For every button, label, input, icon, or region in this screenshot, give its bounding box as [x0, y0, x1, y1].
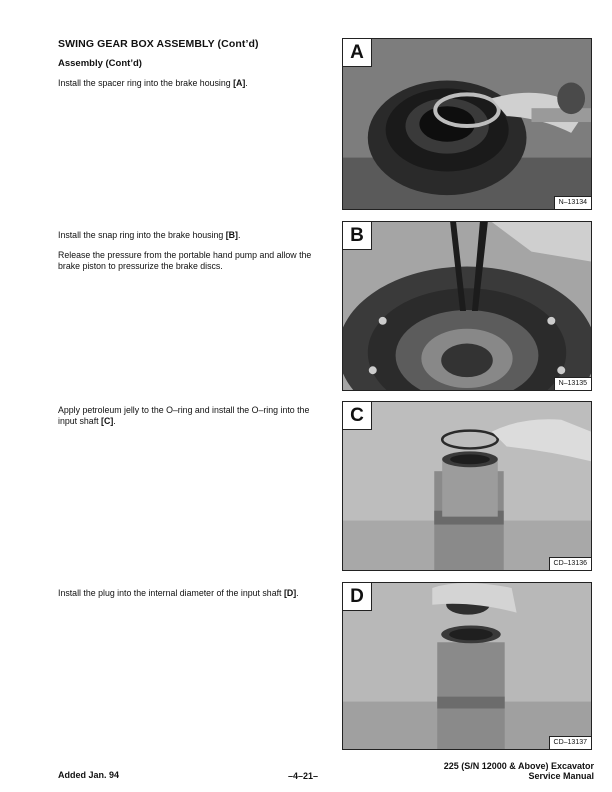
- figure-d-letter: D: [343, 583, 372, 611]
- step-d-text: Install the plug into the internal diameter of the input shaft [D].: [58, 588, 299, 598]
- figure-c-photo: [342, 401, 592, 571]
- figure-a-image: [343, 39, 591, 209]
- figure-b-letter: B: [343, 222, 372, 250]
- figure-c-image: [343, 402, 591, 570]
- figure-b-photo: [342, 221, 592, 391]
- figure-c-number: CD–13136: [549, 557, 591, 570]
- figure-ref-c: [C]: [101, 415, 114, 426]
- figure-d-number: CD–13137: [549, 736, 591, 749]
- page-number: –4–21–: [288, 771, 319, 781]
- step-a-text: Install the spacer ring into the brake housing [A].: [58, 78, 248, 88]
- step-b-text: Install the snap ring into the brake housing [B].: [58, 230, 241, 240]
- section-subtitle: Assembly (Cont’d): [58, 58, 142, 69]
- figure-b-image: [343, 222, 591, 390]
- figure-d-photo: [342, 582, 592, 750]
- figure-ref-d: [D]: [283, 588, 297, 598]
- step-b2-text: Release the pressure from the portable hand pump and allow the brake piston to pressurize the brake discs.: [58, 250, 312, 271]
- footer-date: Added Jan. 94: [58, 770, 120, 780]
- section-title: SWING GEAR BOX ASSEMBLY (Cont’d): [58, 38, 259, 50]
- figure-a-photo: [342, 38, 592, 210]
- figure-c-letter: C: [343, 402, 372, 430]
- figure-d-image: [343, 583, 591, 749]
- figure-ref-b: [B]: [225, 230, 238, 240]
- figure-ref-a: [A]: [233, 78, 246, 88]
- figure-a-letter: A: [343, 39, 372, 67]
- figure-b-number: N–13135: [554, 377, 591, 390]
- step-c-text: Apply petroleum jelly to the O–ring and install the O–ring into the input shaft [C].: [58, 405, 310, 426]
- footer-manual-title: 225 (S/N 12000 & Above) Excavator Service Manual: [443, 761, 594, 781]
- figure-a-number: N–13134: [554, 196, 591, 209]
